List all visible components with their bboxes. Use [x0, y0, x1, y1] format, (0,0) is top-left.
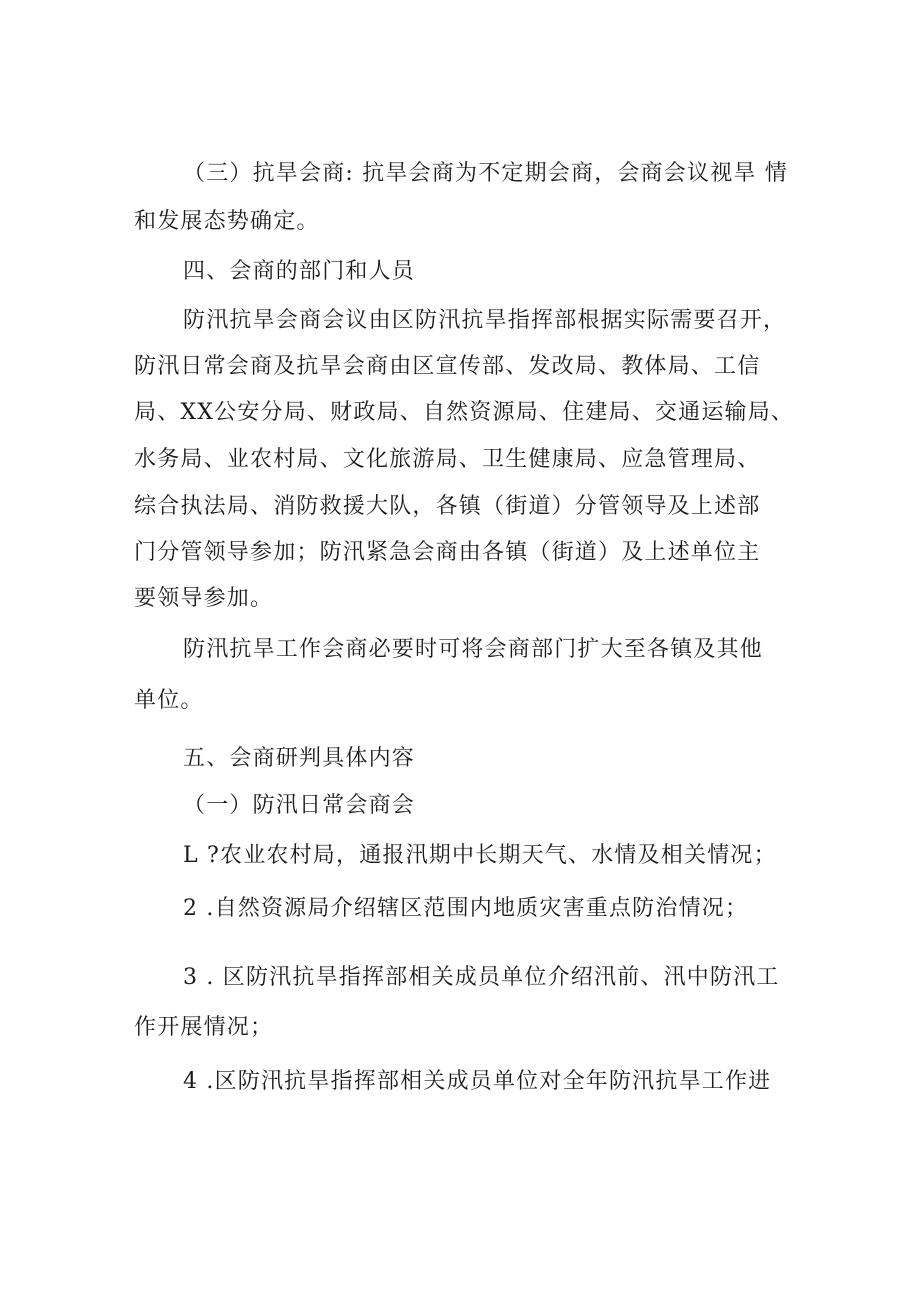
paragraph-line-7: 水务局、业农村局、文化旅游局、卫生健康局、应急管理局、 [134, 447, 761, 472]
list-item-4: 4 .区防汛抗旱指挥部相关成员单位对全年防汛抗旱工作进 [183, 1069, 772, 1094]
list-item-3: 3 . 区防汛抗旱指挥部相关成员单位介绍汛前、汛中防汛工 [183, 965, 780, 990]
paragraph-line-10: 要领导参加。 [134, 586, 274, 611]
paragraph-line-9: 门分管领导参加；防汛紧急会商由各镇（街道）及上述单位主 [134, 540, 761, 565]
list-item-3-continued: 作开展情况； [134, 1015, 274, 1040]
paragraph-line-8: 综合执法局、消防救援大队，各镇（街道）分管领导及上述部 [134, 494, 761, 519]
paragraph-line-12: 单位。 [134, 688, 204, 713]
paragraph-line-2: 和发展态势确定。 [134, 209, 320, 234]
section-heading-5: 五、会商研判具体内容 [183, 746, 416, 771]
subsection-heading-1: （一）防汛日常会商会 [183, 793, 416, 818]
list-item-1: L ?农业农村局，通报汛期中长期天气、水情及相关情况； [183, 843, 777, 868]
section-heading-4: 四、会商的部门和人员 [183, 259, 416, 284]
paragraph-line-11: 防汛抗旱工作会商必要时可将会商部门扩大至各镇及其他 [183, 637, 764, 662]
paragraph-line-5: 防汛日常会商及抗旱会商由区宣传部、发改局、教体局、工信 [134, 354, 761, 379]
list-item-2: 2 .自然资源局介绍辖区范围内地质灾害重点防治情况； [183, 896, 749, 921]
paragraph-line-6: 局、XX公安分局、财政局、自然资源局、住建局、交通运输局、 [134, 400, 795, 425]
paragraph-line-4: 防汛抗旱会商会议由区防汛抗旱指挥部根据实际需要召开， [183, 308, 787, 333]
paragraph-line-1: （三）抗旱会商: 抗旱会商为不定期会商，会商会议视旱 情 [183, 161, 789, 186]
